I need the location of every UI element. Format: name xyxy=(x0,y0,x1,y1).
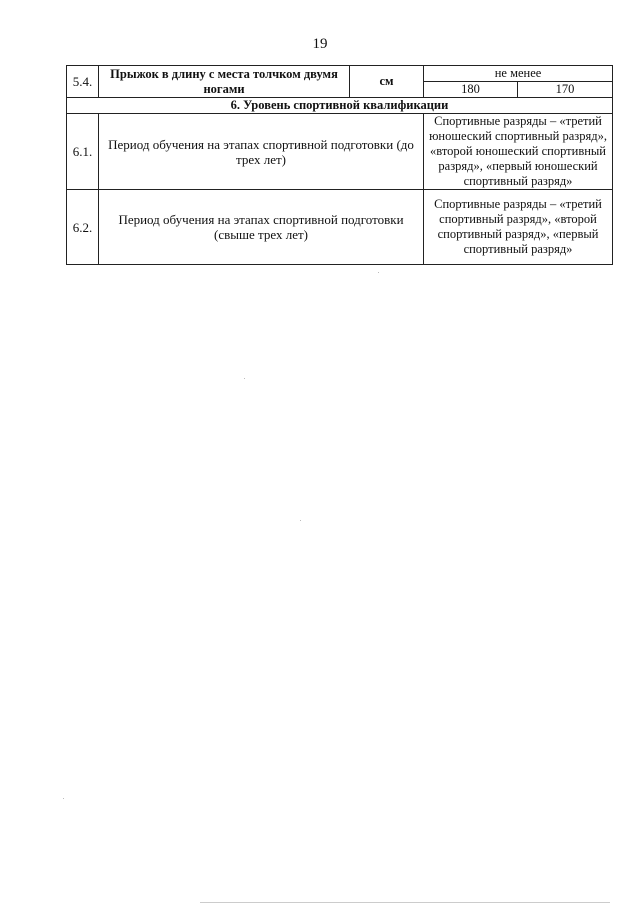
exercise-name-line1: Прыжок в длину с места толчком двумя xyxy=(110,66,338,81)
table-row-6-1 xyxy=(67,114,613,190)
exercise-name-line2: ногами xyxy=(203,81,245,96)
scan-speck xyxy=(244,378,245,379)
row-number-6-1: 6.1. xyxy=(67,114,99,190)
page-number: 19 xyxy=(312,36,328,52)
standards-table xyxy=(66,65,613,265)
unit-cell: см xyxy=(350,66,424,98)
section-header-row xyxy=(67,98,613,114)
scan-edge-line xyxy=(200,902,610,903)
norm-value-b: 170 xyxy=(518,82,613,98)
table-row-5-4 xyxy=(67,66,613,82)
period-name-6-1: Период обучения на этапах спортивной подготовки (до трех лет) xyxy=(99,114,424,190)
row-number-6-2: 6.2. xyxy=(67,190,99,265)
exercise-name-5-4 xyxy=(99,66,350,98)
norm-header: не менее xyxy=(424,66,613,82)
scan-speck xyxy=(300,520,301,521)
requirement-6-2: Спортивные разряды – «третий спортивный разряд», «второй спортивный разряд», «первый спортивный разряд» xyxy=(424,190,613,265)
requirement-6-1: Спортивные разряды – «третий юношеский спортивный разряд», «второй юношеский спортивный разряд», «первый юношеский спортивный разряд» xyxy=(424,114,613,190)
period-name-6-2: Период обучения на этапах спортивной подготовки (свыше трех лет) xyxy=(99,190,424,265)
scan-speck xyxy=(63,798,64,799)
table-row-6-2 xyxy=(67,190,613,265)
scan-speck xyxy=(378,272,379,273)
section-title-6: 6. Уровень спортивной квалификации xyxy=(67,98,613,114)
norm-value-a: 180 xyxy=(424,82,518,98)
row-number-5-4: 5.4. xyxy=(67,66,99,98)
